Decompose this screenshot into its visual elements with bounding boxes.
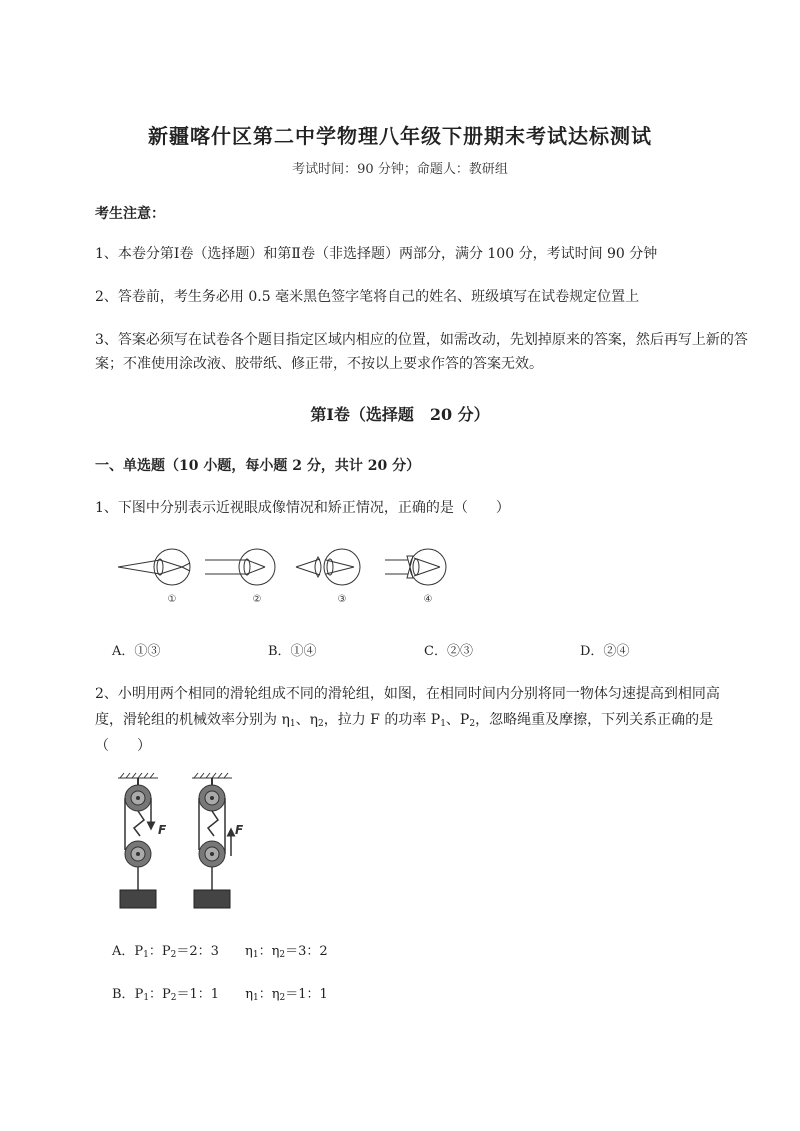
notice-item-3: 3、答案必须写在试卷各个题目指定区域内相应的位置，如需改动，先划掉原来的答案，然后再写上新的答案；不准使用涂改液、胶带纸、修正带，不按以上要求作答的答案无效。	[95, 332, 748, 372]
eye-diagram-3	[296, 549, 360, 585]
figure-label-3: ③	[337, 594, 347, 605]
question-2-stem-line-2: 度，滑轮组的机械效率分别为 $\eta_1$、$\eta_2$，拉力 F 的功率 $P_1$、$P_2$，忽略绳重及摩擦，下列关系正确的是	[95, 712, 714, 729]
question-2-stem-line-1: 2、小明用两个相同的滑轮组成不同的滑轮组，如图，在相同时间内分别将同一物体匀速提高到相同高	[95, 686, 720, 702]
pulley-system-1	[120, 778, 156, 908]
question-1-stem: 1、下图中分别表示近视眼成像情况和矫正情况，正确的是（ ）	[95, 500, 510, 516]
notice-item-2: 2、答卷前，考生务必用 0.5 毫米黑色签字笔将自己的姓名、班级填写在试卷规定位置上	[95, 289, 640, 305]
q1-option-b[interactable]: B．①④	[268, 644, 317, 659]
eye-diagram-2	[205, 549, 275, 585]
q2-option-a[interactable]: A．$P_1$：$P_2=2$：3 $\eta_1$：$\eta_2=3$：2	[112, 944, 328, 960]
eye-diagram-4	[385, 549, 446, 585]
figure-label-1: ①	[167, 594, 177, 605]
exam-info: 考试时间：90 分钟；命题人：教研组	[292, 162, 508, 177]
page-title: 新疆喀什区第二中学物理八年级下册期末考试达标测试	[148, 124, 652, 148]
force-label-2: F	[235, 823, 244, 837]
q1-option-d[interactable]: D．②④	[580, 644, 630, 659]
pulley-system-2	[194, 778, 231, 908]
eye-diagram-figure	[110, 540, 470, 610]
q2-option-b[interactable]: B．$P_1$：$P_2=1$：1 $\eta_1$：$\eta_2=1$：1	[112, 987, 328, 1003]
force-label-1: F	[158, 823, 167, 837]
q1-option-c[interactable]: C．②③	[424, 644, 473, 659]
section-title: 第Ⅰ卷（选择题 20 分）	[310, 405, 490, 424]
figure-label-2: ②	[252, 594, 262, 605]
notice-heading: 考生注意：	[95, 206, 165, 222]
eye-diagram-1	[118, 549, 190, 585]
notice-item-1: 1、本卷分第Ⅰ卷（选择题）和第Ⅱ卷（非选择题）两部分，满分 100 分，考试时间 90 分钟	[95, 246, 658, 262]
part-heading: 一、单选题（10 小题，每小题 2 分，共计 20 分）	[95, 458, 421, 474]
pulley-figure	[110, 772, 270, 914]
question-2-stem-line-3: （ ）	[95, 738, 151, 754]
figure-label-4: ④	[423, 594, 433, 605]
q1-option-a[interactable]: A．①③	[112, 644, 161, 659]
